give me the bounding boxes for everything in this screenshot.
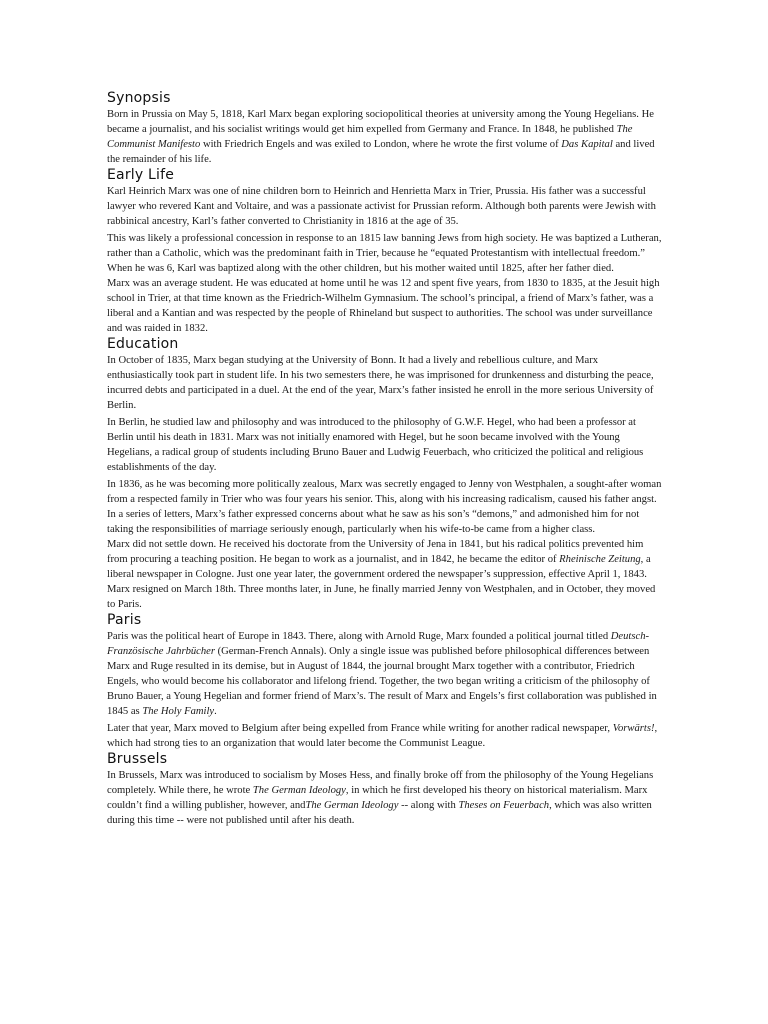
italic-title: Deutsch-Französische Jahrbücher [107, 631, 650, 657]
paragraph [107, 353, 663, 413]
text-run: . [214, 706, 217, 717]
text-run: In October of 1835, Marx began studying at the University of Bonn. It had a lively and rebellious culture, and Marx enthusiastically took part in student life. In his two semesters there, he was imprisoned for drunkenness and disturbing the peace, incurred debts and participated in a duel. At the end of the year, Marx’s father insisted he enroll in the more serious University of Berlin. [107, 355, 654, 411]
text-run: In Berlin, he studied law and philosophy and was introduced to the philosophy of G.W.F. Hegel, who had been a professor at Berlin until his death in 1831. Marx was not initially enamored with Hegel, but he soon became involved with the Young Hegelians, a radical group of students including Bruno Bauer and Ludwig Feuerbach, who criticized the political and religious establishments of the day. [107, 417, 644, 473]
paragraph [107, 276, 663, 336]
section-heading: Education [107, 336, 179, 352]
section-brussels [107, 751, 663, 828]
text-run: Born in Prussia on May 5, 1818, Karl Marx began exploring sociopolitical theories at university among the Young Hegelians. He became a journalist, and his socialist writings would get him expelled from Germany and France. In 1848, he published [107, 109, 654, 135]
section-early-life [107, 167, 663, 336]
italic-title: Das Kapital [561, 139, 613, 150]
document-page [107, 90, 663, 828]
section-heading: Synopsis [107, 90, 171, 106]
section-heading: Brussels [107, 751, 168, 767]
section-education [107, 336, 663, 612]
text-run: , in which he first developed his theory on historical materialism. Marx couldn’t find a willing publisher, however, and [107, 785, 648, 811]
text-run: Marx did not settle down. He received his doctorate from the University of Jena in 1841, but his radical politics prevented him from procuring a teaching position. He began to work as a journalist, and in 1842, he became the editor of [107, 539, 644, 565]
text-run: with Friedrich Engels and was exiled to London, where he wrote the first volume of [200, 139, 562, 150]
text-run: and lived the remainder of his life. [107, 139, 655, 165]
text-run: -- along with [398, 800, 459, 811]
text-run: Paris was the political heart of Europe in 1843. There, along with Arnold Ruge, Marx founded a political journal titled [107, 631, 611, 642]
text-run: , which had strong ties to an organization that would later become the Communist League. [107, 723, 658, 749]
paragraph [107, 537, 663, 612]
text-run: In 1836, as he was becoming more politically zealous, Marx was secretly engaged to Jenny von Westphalen, a sought-after woman from a respected family in Trier who was four years his senior. This, along with his increasing radicalism, caused his father angst. In a series of letters, Marx’s father expressed concerns about what he saw as his son’s “demons,” and admonished him for not taking the responsibilities of marriage seriously enough, particularly when his wife-to-be came from a higher class. [107, 479, 662, 535]
paragraph [107, 415, 663, 475]
paragraph [107, 184, 663, 229]
italic-title: The Communist Manifesto [107, 124, 633, 150]
paragraph [107, 721, 663, 751]
italic-title: Rheinische Zeitung [559, 554, 641, 565]
text-run: Later that year, Marx moved to Belgium after being expelled from France while writing for another radical newspaper, [107, 723, 613, 734]
italic-title: Vorwärts! [612, 723, 655, 734]
section-synopsis [107, 90, 663, 167]
text-run: This was likely a professional concession in response to an 1815 law banning Jews from high society. He was baptized a Lutheran, rather than a Catholic, which was the predominant faith in Trier, because he “equated Protestantism with intellectual freedom.” When he was 6, Karl was baptized along with the other children, but his mother waited until 1825, after her father died. [107, 233, 662, 274]
text-run: , a liberal newspaper in Cologne. Just one year later, the government ordered the newspaper’s suppression, effective April 1, 1843. Marx resigned on March 18th. Three months later, in June, he finally married Jenny von Westphalen, and in October, they moved to Paris. [107, 554, 656, 610]
paragraph [107, 768, 663, 828]
italic-title: The Holy Family [142, 706, 215, 717]
text-run: (German-French Annals). Only a single issue was published before philosophical differences between Marx and Ruge resulted in its demise, but in August of 1844, the journal brought Marx together with a contributor, Friedrich Engels, who would become his collaborator and lifelong friend. Together, the two began writing a criticism of the philosophy of Bruno Bauer, a Young Hegelian and former friend of Marx’s. The result of Marx and Engels’s first collaboration was published in 1845 as [107, 646, 657, 717]
italic-title: Theses on Feuerbach [458, 800, 550, 811]
section-paris [107, 612, 663, 751]
section-heading: Early Life [107, 167, 175, 183]
paragraph [107, 629, 663, 719]
paragraph [107, 477, 663, 537]
paragraph [107, 231, 663, 276]
text-run: , which was also written during this time -- were not published until after his death. [107, 800, 652, 826]
italic-title: The German Ideology [252, 785, 346, 796]
italic-title: The German Ideology [305, 800, 399, 811]
text-run: Marx was an average student. He was educated at home until he was 12 and spent five years, from 1830 to 1835, at the Jesuit high school in Trier, at that time known as the Friedrich-Wilhelm Gymnasium. The school’s principal, a friend of Marx’s father, was a liberal and a Kantian and was respected by the people of Rhineland but suspect to authorities. The school was under surveillance and was raided in 1832. [107, 278, 660, 334]
paragraph [107, 107, 663, 167]
section-heading: Paris [107, 612, 142, 628]
text-run: In Brussels, Marx was introduced to socialism by Moses Hess, and finally broke off from the philosophy of the Young Hegelians completely. While there, he wrote [107, 770, 654, 796]
text-run: Karl Heinrich Marx was one of nine children born to Heinrich and Henrietta Marx in Trier, Prussia. His father was a successful lawyer who revered Kant and Voltaire, and was a passionate activist for Prussian reform. Although both parents were Jewish with rabbinical ancestry, Karl’s father converted to Christianity in 1816 at the age of 35. [107, 186, 656, 227]
